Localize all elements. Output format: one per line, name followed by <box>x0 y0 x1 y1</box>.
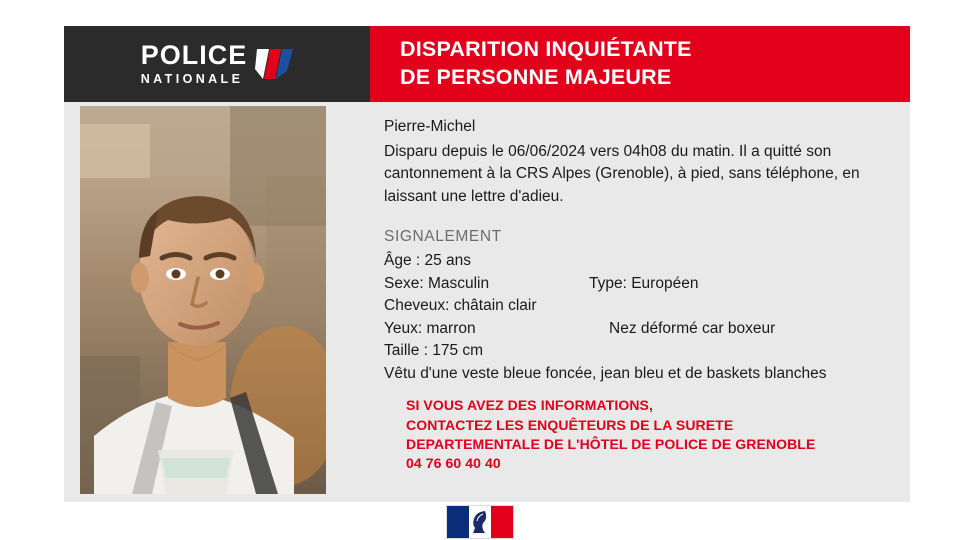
signalement-taille: Taille : 175 cm <box>384 342 484 360</box>
flag-band-red <box>491 506 513 538</box>
marianne-profile-icon <box>469 510 491 534</box>
disappearance-description: Disparu depuis le 06/06/2024 vers 04h08 du matin. Il a quitté son cantonnement à la CRS Alpes (Grenoble), à pied, sans téléphone, en laissant une lettre d'adieu. <box>384 143 860 205</box>
signalement-yeux: Yeux: marron <box>384 319 476 337</box>
missing-person-photo <box>80 106 326 494</box>
signalement-vetements: Vêtu d'une veste bleue foncée, jean bleu et de baskets blanches <box>384 364 827 382</box>
poster-content <box>384 118 894 473</box>
french-republic-marianne-flag-icon <box>446 505 514 539</box>
signalement-row <box>384 340 894 362</box>
police-nationale-logo-block <box>64 26 370 102</box>
signalement-nez: Nez déformé car boxeur <box>609 319 776 337</box>
poster-header <box>64 26 910 102</box>
poster-title-line-1: DISPARITION INQUIÉTANTE <box>400 37 692 62</box>
signalement-cheveux: Cheveux: châtain clair <box>384 297 537 315</box>
signalement-row <box>384 273 894 295</box>
flag-band-blue <box>447 506 469 538</box>
contact-line-3: DEPARTEMENTALE DE L'HÔTEL DE POLICE DE GRENOBLE <box>406 435 816 452</box>
signalement-row <box>384 363 894 385</box>
signalement-heading: SIGNALEMENT <box>384 228 502 246</box>
poster-footer <box>0 504 960 540</box>
logo-text <box>141 42 248 86</box>
contact-block <box>406 396 894 473</box>
signalement-row <box>384 250 894 272</box>
contact-phone-number: 04 76 60 40 40 <box>406 455 501 472</box>
police-nationale-emblem-icon <box>255 47 293 81</box>
poster-title-block <box>370 26 910 102</box>
photo-illustration <box>80 106 326 494</box>
logo-wrap <box>141 42 294 86</box>
logo-police-label: POLICE <box>140 40 248 71</box>
signalement-sexe: Sexe: Masculin <box>384 274 490 292</box>
flag-band-white <box>469 506 491 538</box>
signalement-age: Âge : 25 ans <box>384 252 472 270</box>
poster-title-line-2: DE PERSONNE MAJEURE <box>400 65 672 89</box>
signalement-type: Type: Européen <box>589 274 699 292</box>
signalement-row <box>384 318 894 340</box>
contact-line-2: CONTACTEZ LES ENQUÊTEURS DE LA SURETE <box>406 416 734 433</box>
logo-nationale-label: NATIONALE <box>140 72 244 87</box>
poster-body <box>64 102 910 502</box>
signalement-row <box>384 295 894 317</box>
signalement-list <box>384 250 894 385</box>
person-name: Pierre-Michel <box>384 118 476 135</box>
contact-line-1: SI VOUS AVEZ DES INFORMATIONS, <box>406 397 653 414</box>
